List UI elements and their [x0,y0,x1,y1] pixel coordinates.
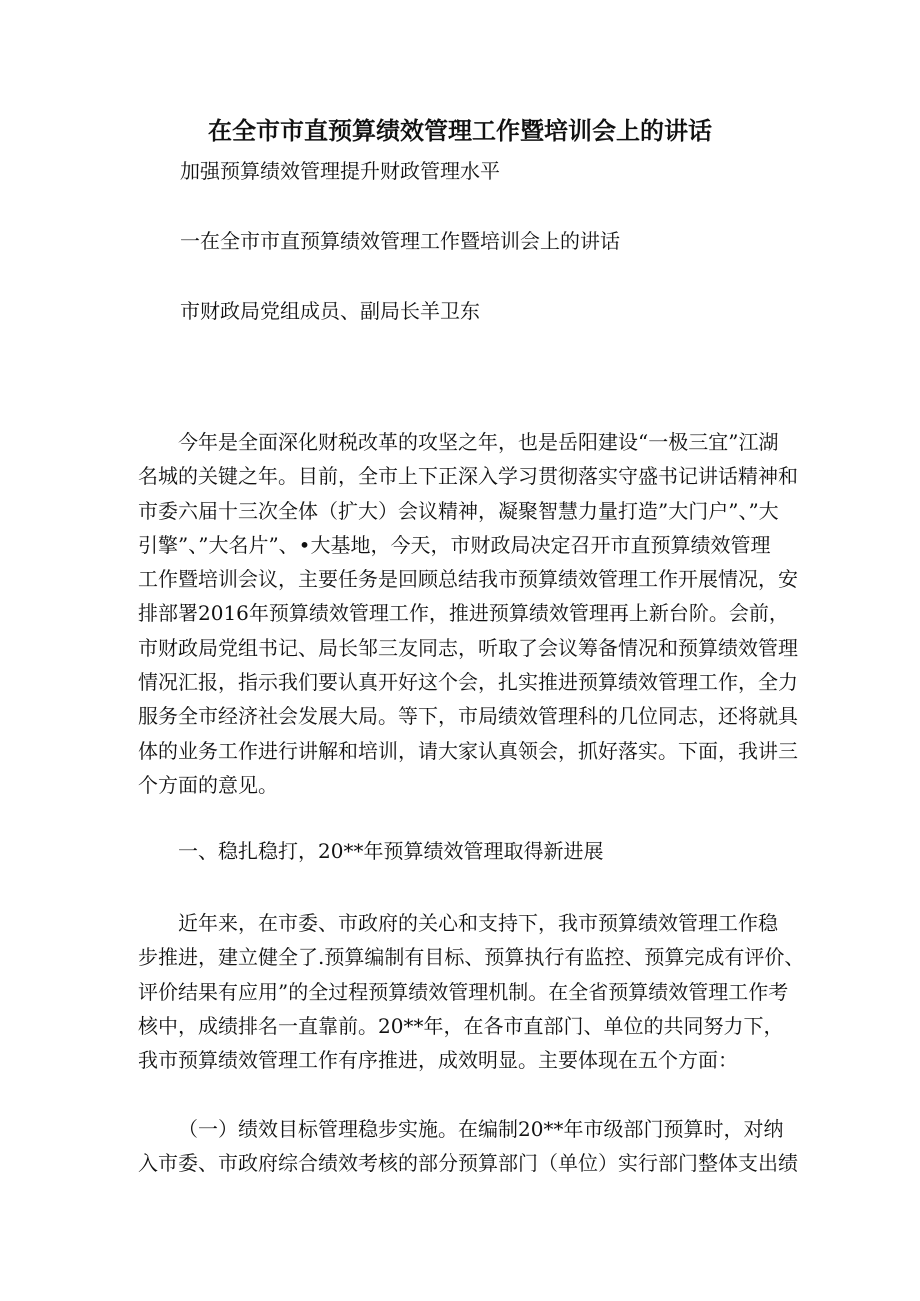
paragraph-line: 核中，成绩排名一直靠前。20**年，在各市直部门、单位的共同努力下， [138,1013,784,1038]
paragraph-goal-management [138,1112,798,1181]
paragraph-line: 排部署2016年预算绩效管理工作，推进预算绩效管理再上新台阶。会前， [138,601,789,626]
paragraph-line: （一）绩效目标管理稳步实施。在编制20**年市级部门预算时，对纳 [178,1117,784,1141]
paragraph-line: 引擎”、”大名片”、•大基地，今天，市财政局决定召开市直预算绩效管理 [138,532,771,557]
paragraph-line: 个方面的意见。 [138,772,278,797]
paragraph-line: 服务全市经济社会发展大局。等下，市局绩效管理科的几位同志，还将就具 [138,704,798,729]
paragraph-progress [138,906,805,1077]
paragraph-line: 名城的关键之年。目前，全市上下正深入学习贯彻落实守盛书记讲话精神和 [138,464,798,489]
document-subheading: 一在全市市直预算绩效管理工作暨培训会上的讲话 [180,229,620,253]
paragraph-line: 市财政局党组书记、局长邹三友同志，听取了会议筹备情况和预算绩效管理 [138,635,798,660]
paragraph-line: 入市委、市政府综合绩效考核的部分预算部门（单位）实行部门整体支出绩 [138,1151,798,1176]
section-heading-one: 一、稳扎稳打，20**年预算绩效管理取得新进展 [178,839,604,863]
paragraph-line: 市委六届十三次全体（扩大）会议精神，凝聚智慧力量打造”大门户”、”大 [138,498,779,523]
paragraph-intro [138,425,798,802]
paragraph-line: 步推进，建立健全了.预算编制有目标、预算执行有监控、预算完成有评价、 [138,945,805,970]
paragraph-line: 工作暨培训会议，主要任务是回顾总结我市预算绩效管理工作开展情况，安 [138,567,798,592]
paragraph-line: 我市预算绩效管理工作有序推进，成效明显。主要体现在五个方面： [138,1048,738,1073]
paragraph-line: 情况汇报，指示我们要认真开好这个会，扎实推进预算绩效管理工作，全力 [138,670,798,695]
paragraph-line: 今年是全面深化财税改革的攻坚之年，也是岳阳建设“一极三宜”江湖 [178,430,779,454]
paragraph-line: 体的业务工作进行讲解和培训，请大家认真领会，抓好落实。下面，我讲三 [138,738,798,763]
document-subtitle: 加强预算绩效管理提升财政管理水平 [180,159,500,183]
speaker-line: 市财政局党组成员、副局长羊卫东 [180,299,480,323]
document-title: 在全市市直预算绩效管理工作暨培训会上的讲话 [208,117,712,145]
paragraph-line: 评价结果有应用”的全过程预算绩效管理机制。在全省预算绩效管理工作考 [138,979,789,1004]
paragraph-line: 近年来，在市委、市政府的关心和支持下，我市预算绩效管理工作稳 [178,911,778,935]
